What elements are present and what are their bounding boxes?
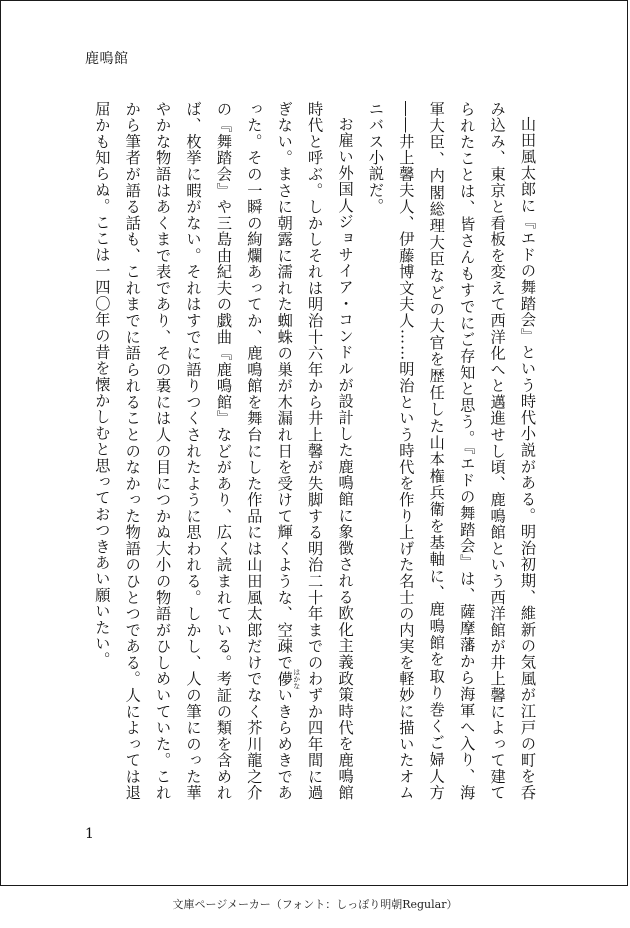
- ruby-base: 儚: [275, 668, 294, 690]
- paragraph-2: [87, 101, 361, 801]
- page-number: 1: [85, 826, 94, 842]
- ruby-word: [275, 668, 301, 690]
- paragraph-2-part-b: いきらめきであった。その一瞬の絢爛あってか、鹿鳴館を舞台にした作品には山田風太郎だけでなく芥川龍之介の『舞踏会』や三島由紀夫の戯曲『鹿鳴館』などがあり、広く読まれている。考証の類を含めれば、枚挙に暇がない。それはすでに語りつくされたように思われる。しかし、人の筆にのった華やかな物語はあくまで表であり、その裏には人の目につかぬ大小の物語がひしめいていた。これから筆者が語る話も、これまでに語られることのなかった物語のひとつである。人によっては退屈かも知らぬ。ここは一四〇年の昔を懐かしむと思っておつきあい願いたい。: [93, 101, 294, 801]
- footer-caption: 文庫ページメーカー（フォント：しっぽり明朝Regular）: [172, 898, 458, 911]
- paragraph-2-part-a: お雇い外国人ジョサイア・コンドルが設計した鹿鳴館に象徴される欧化主義政策時代を鹿鳴館時代と呼ぶ。しかしそれは明治十六年から井上馨が失脚する明治二十年までのわずか四年間に過ぎない。まさに朝露に濡れた蜘蛛の巣が木漏れ日を受けて輝くような、空疎で: [275, 101, 355, 801]
- body-text: [87, 101, 543, 801]
- running-head-title: 鹿鳴館: [85, 51, 129, 67]
- paragraph-1: 山田風太郎に『エドの舞踏会』という時代小説がある。明治初期、維新の気風が江戸の町を呑み込み、東京と看板を変えて西洋化へと邁進せし頃、鹿鳴館という西洋館が井上馨によって建てられたことは、皆さんもすでにご存知と思う。『エドの舞踏会』は、薩摩藩から海軍へ入り、海軍大臣、内閣総理大臣などの大官を歴任した山本権兵衛を基軸に、鹿鳴館を取り巻くご婦人方――井上馨夫人、伊藤博文夫人……明治という時代を作り上げた名士の内実を軽妙に描いたオムニバス小説だ。: [366, 101, 537, 801]
- ruby-reading: はかな: [292, 668, 301, 690]
